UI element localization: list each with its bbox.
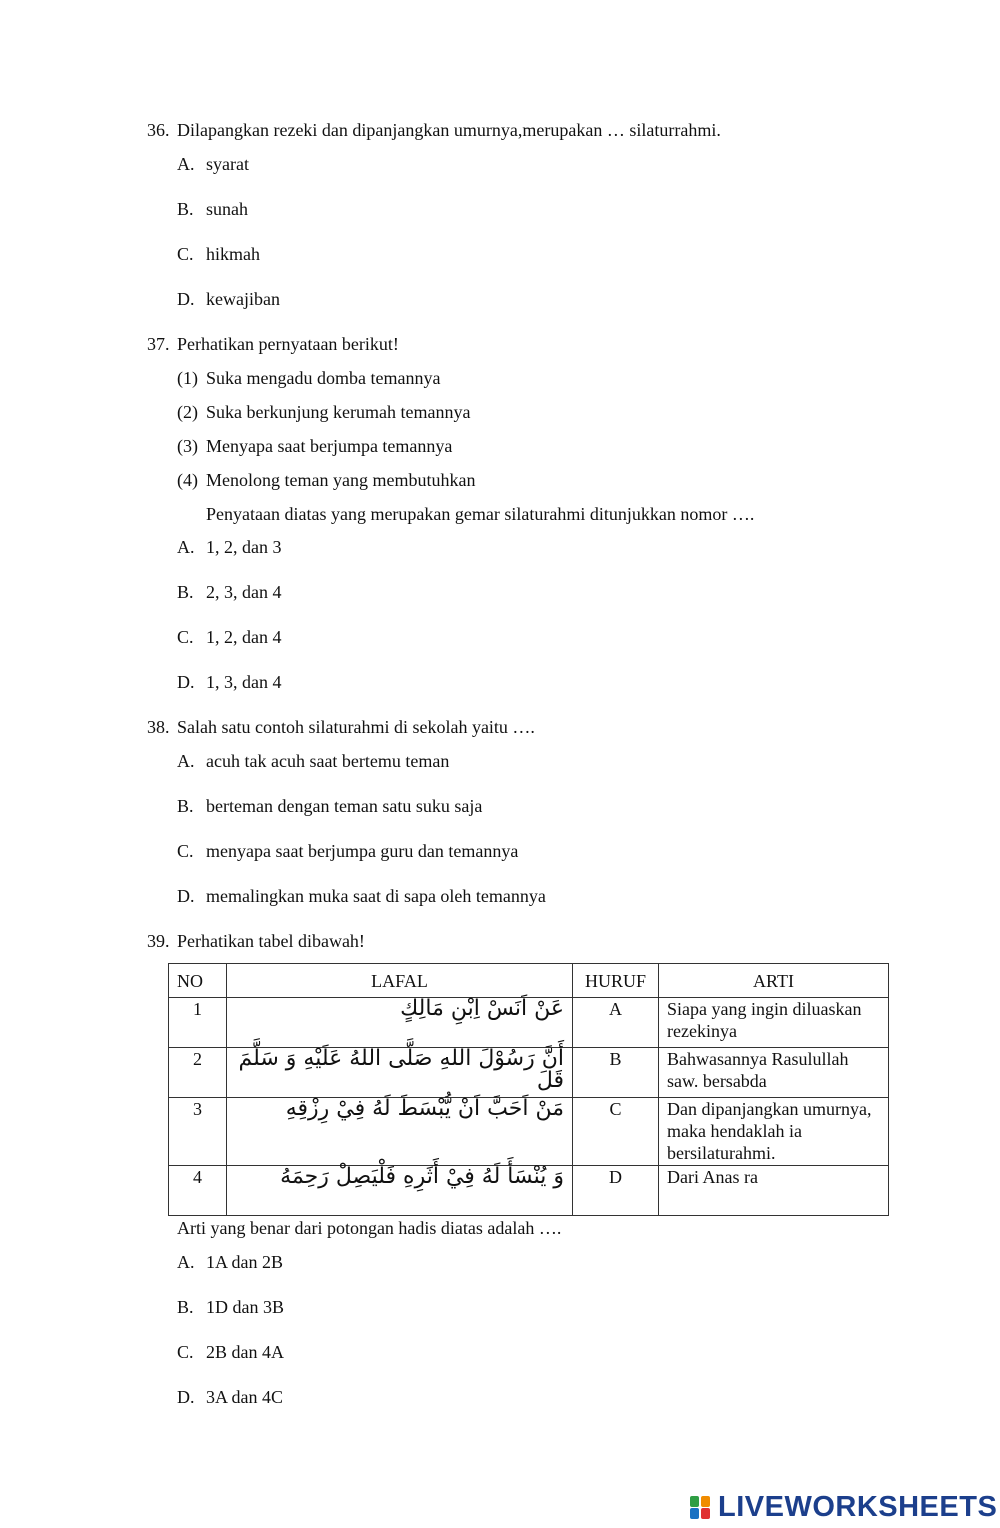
option-text: acuh tak acuh saat bertemu teman	[206, 751, 450, 771]
statement-text: Menyapa saat berjumpa temannya	[206, 436, 453, 456]
statement-label: (3)	[177, 436, 198, 456]
cell-arti: Bahwasannya Rasulullah saw. bersabda	[659, 1048, 889, 1098]
cell-lafal: عَنْ اَنَسْ اِبْنِ مَالِكٍ	[227, 998, 573, 1048]
option-label: D.	[177, 886, 195, 906]
question-prompt: Arti yang benar dari potongan hadis diatas adalah ….	[177, 1218, 562, 1238]
option-text: 1, 2, dan 3	[206, 537, 282, 557]
header-arti: ARTI	[659, 964, 889, 998]
option-label: A.	[177, 537, 195, 557]
option-text: 2, 3, dan 4	[206, 582, 282, 602]
cell-arti: Dari Anas ra	[659, 1166, 889, 1216]
option-text: 1D dan 3B	[206, 1297, 284, 1317]
liveworksheets-logo-text: LIVEWORKSHEETS	[718, 1490, 998, 1523]
cell-no: 2	[169, 1048, 227, 1098]
option-label: B.	[177, 1297, 194, 1317]
option-label: C.	[177, 627, 194, 647]
cell-lafal: وَ يُنْسَأَ لَهُ فِيْ أَثَرِهِ فَلْيَصِلْ رَحِمَهُ	[227, 1166, 573, 1216]
cell-lafal: أَنَّ رَسُوْلَ اللهِ صَلَّى اللهُ عَلَيْهِ وَ سَلَّمَ قَلَ	[227, 1048, 573, 1098]
option-text: 1, 3, dan 4	[206, 672, 282, 692]
cell-huruf: D	[573, 1166, 659, 1216]
statement-label: (2)	[177, 402, 198, 422]
option-label: D.	[177, 289, 195, 309]
liveworksheets-logo-icon	[690, 1494, 712, 1520]
option-text: 2B dan 4A	[206, 1342, 284, 1362]
statement-label: (1)	[177, 368, 198, 388]
option-label: D.	[177, 672, 195, 692]
table-row	[169, 998, 889, 1048]
cell-arti: Dan dipanjangkan umurnya, maka hendaklah ia bersilaturahmi.	[659, 1098, 889, 1166]
liveworksheets-logo	[690, 1490, 997, 1524]
option-label: C.	[177, 244, 194, 264]
statement-label: (4)	[177, 470, 198, 490]
option-label: A.	[177, 154, 195, 174]
option-label: B.	[177, 796, 194, 816]
table-row	[169, 1048, 889, 1098]
hadith-table	[168, 963, 889, 1216]
table-row	[169, 1098, 889, 1166]
option-text: 3A dan 4C	[206, 1387, 284, 1407]
option-label: C.	[177, 841, 194, 861]
header-huruf: HURUF	[573, 964, 659, 998]
statement-text: Menolong teman yang membutuhkan	[206, 470, 476, 490]
option-text: kewajiban	[206, 289, 280, 309]
table-header-row	[169, 964, 889, 998]
option-text: menyapa saat berjumpa guru dan temannya	[206, 841, 519, 861]
option-text: hikmah	[206, 244, 260, 264]
table-row	[169, 1166, 889, 1216]
option-label: A.	[177, 751, 195, 771]
question-number: 37.	[147, 334, 170, 354]
cell-huruf: B	[573, 1048, 659, 1098]
question-prompt: Penyataan diatas yang merupakan gemar silaturahmi ditunjukkan nomor ….	[206, 504, 755, 524]
option-label: B.	[177, 199, 194, 219]
cell-lafal: مَنْ اَحَبَّ اَنْ يُّبْسَطَ لَهُ فِيْ رِزْقِهِ	[227, 1098, 573, 1166]
question-text: Perhatikan pernyataan berikut!	[177, 334, 399, 354]
statement-text: Suka berkunjung kerumah temannya	[206, 402, 471, 422]
question-number: 38.	[147, 717, 170, 737]
question-text: Dilapangkan rezeki dan dipanjangkan umurnya,merupakan … silaturrahmi.	[177, 120, 721, 140]
option-text: 1, 2, dan 4	[206, 627, 282, 647]
cell-no: 4	[169, 1166, 227, 1216]
question-number: 36.	[147, 120, 170, 140]
header-no: NO	[169, 964, 227, 998]
option-text: memalingkan muka saat di sapa oleh temannya	[206, 886, 546, 906]
option-text: berteman dengan teman satu suku saja	[206, 796, 483, 816]
option-text: 1A dan 2B	[206, 1252, 284, 1272]
cell-arti: Siapa yang ingin diluaskan rezekinya	[659, 998, 889, 1048]
question-number: 39.	[147, 931, 170, 951]
cell-no: 3	[169, 1098, 227, 1166]
header-lafal: LAFAL	[227, 964, 573, 998]
cell-no: 1	[169, 998, 227, 1048]
question-text: Perhatikan tabel dibawah!	[177, 931, 365, 951]
option-text: sunah	[206, 199, 248, 219]
cell-huruf: A	[573, 998, 659, 1048]
question-text: Salah satu contoh silaturahmi di sekolah yaitu ….	[177, 717, 535, 737]
option-label: A.	[177, 1252, 195, 1272]
statement-text: Suka mengadu domba temannya	[206, 368, 441, 388]
option-label: B.	[177, 582, 194, 602]
option-label: C.	[177, 1342, 194, 1362]
option-text: syarat	[206, 154, 249, 174]
option-label: D.	[177, 1387, 195, 1407]
cell-huruf: C	[573, 1098, 659, 1166]
